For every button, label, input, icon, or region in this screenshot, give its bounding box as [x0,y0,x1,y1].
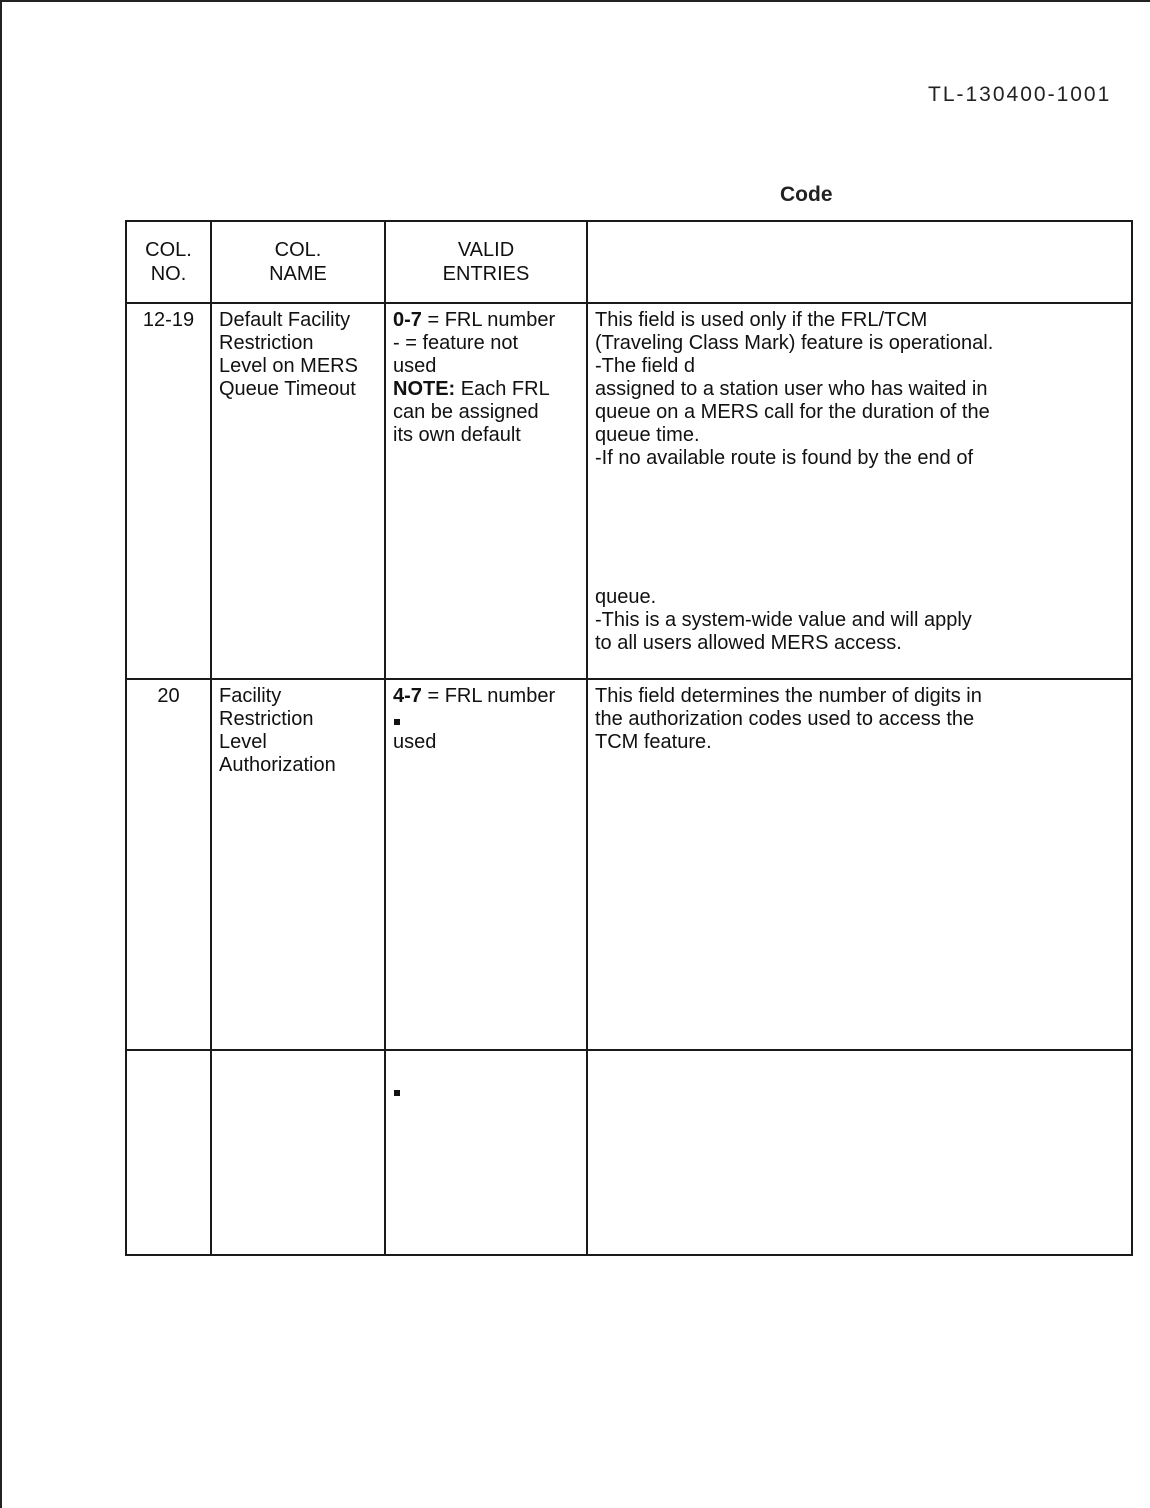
name-line: Facility [219,685,282,707]
name-line: Level on MERS [219,355,358,377]
valid-entry-line: used [393,731,437,753]
left-border-rule [0,0,2,1508]
valid-entries [385,679,587,1050]
description-line: -If no available route is found by the end of [595,447,974,469]
section-heading: Code [780,183,833,206]
col-name [211,303,385,679]
entry-meaning: = FRL number [421,685,556,707]
description-line: This field determines the number of digits in [595,685,982,707]
col-name-header [211,221,385,303]
missing-text-gap [595,470,1124,586]
description-line: queue on a MERS call for the duration of the [595,401,990,423]
col-number: 20 [126,679,211,1050]
description-line: TCM feature. [595,731,712,753]
bullet-mark [394,719,400,725]
valid-entries [385,303,587,679]
table-header-row [126,221,1132,303]
valid-entries-header-line2: ENTRIES [442,263,530,285]
valid-entry-line: its own default [393,424,521,446]
description-line: assigned to a station user who has waited in [595,378,988,400]
col-name [211,679,385,1050]
col-number [126,1050,211,1255]
note-line [393,378,579,401]
valid-entry-line: used [393,355,437,377]
valid-entry-line: can be assigned [393,401,539,423]
valid-entry-line: - = feature not [393,332,519,354]
table-row [126,1050,1132,1255]
col-no-header [126,221,211,303]
col-no-header-line2: NO. [150,263,187,285]
entry-range: 4-7 [393,685,422,707]
description-line: to all users allowed MERS access. [595,632,902,654]
entry-meaning: = FRL number [421,309,556,331]
col-name-header-line1: COL. [274,239,322,261]
name-line: Authorization [219,754,336,776]
valid-entry-line [393,1056,579,1079]
document-number: TL-130400-1001 [928,83,1112,106]
description-line: This field is used only if the FRL/TCM [595,309,928,331]
description [587,303,1132,679]
valid-entries-header [385,221,587,303]
name-line: Restriction [219,708,314,730]
name-line: Restriction [219,332,314,354]
entry-range: 0-7 [393,309,422,331]
col-name-header-line2: NAME [269,263,327,285]
description-line: queue. [595,586,657,608]
table-row [126,679,1132,1050]
bullet-mark [394,1090,400,1096]
note-text: Each FRL [455,378,550,400]
description [587,1050,1132,1255]
description-line: -The field d [595,355,696,377]
name-line: Queue Timeout [219,378,356,400]
valid-entries-header-line1: VALID [457,239,515,261]
description [587,679,1132,1050]
col-name [211,1050,385,1255]
valid-entry-line [393,685,579,708]
description-line: the authorization codes used to access the [595,708,975,730]
note-label: NOTE: [393,378,456,400]
description-header [587,221,1132,303]
valid-entry-line [393,309,579,332]
col-number: 12-19 [126,303,211,679]
name-line: Default Facility [219,309,351,331]
description-line: queue time. [595,424,700,446]
description-line: (Traveling Class Mark) feature is operational. [595,332,994,354]
valid-entries [385,1050,587,1255]
top-border-rule [0,0,1150,2]
description-line: -This is a system-wide value and will apply [595,609,972,631]
valid-entry-line [393,708,579,731]
field-spec-table [125,220,1133,1256]
table-row [126,303,1132,679]
name-line: Level [219,731,267,753]
valid-entry-line [393,1079,579,1102]
col-no-header-line1: COL. [145,239,192,261]
